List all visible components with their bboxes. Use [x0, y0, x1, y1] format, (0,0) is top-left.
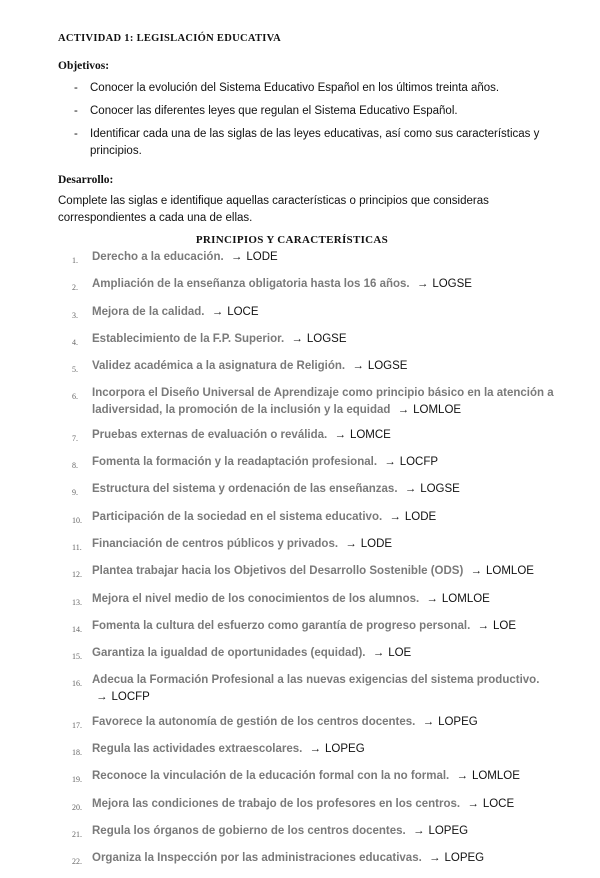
- principio-item: [72, 509, 572, 529]
- principio-content: [92, 249, 572, 269]
- law-acronym: LOE: [493, 619, 517, 632]
- principio-description: Mejora las condiciones de trabajo de los profesores en los centros.: [92, 797, 461, 810]
- principio-number: 19.: [72, 775, 82, 785]
- objetivo-item: [58, 103, 558, 120]
- principio-number: 11.: [72, 542, 82, 552]
- principio-description: Regula las actividades extraescolares.: [92, 743, 303, 756]
- principio-number: 4.: [72, 337, 78, 347]
- principio-content: [92, 454, 572, 474]
- bullet-dash: -: [74, 105, 78, 117]
- principio-description: Participación de la sociedad en el sistema educativo.: [92, 510, 383, 523]
- law-acronym: LOGSE: [306, 332, 347, 345]
- arrow-right-icon: →: [230, 251, 243, 263]
- principio-item: [72, 536, 572, 556]
- bullet-dash: -: [74, 128, 78, 140]
- principio-item: [72, 741, 572, 761]
- principio-number: 7.: [72, 433, 78, 443]
- principio-item: [72, 796, 572, 816]
- arrow-right-icon: →: [352, 360, 364, 373]
- principio-content: [92, 304, 572, 324]
- law-acronym: LOMCE: [349, 428, 391, 441]
- principio-number: 8.: [72, 461, 78, 471]
- objetivo-text: Identificar cada una de las siglas de las leyes educativas, así como sus características y principios.: [90, 128, 540, 157]
- principio-number: 16.: [72, 679, 82, 689]
- arrow-right-icon: →: [96, 691, 108, 704]
- principio-description: Fomenta la cultura del esfuerzo como garantía de progreso personal.: [92, 619, 471, 632]
- arrow-right-icon: →: [456, 770, 468, 783]
- principio-number: 3.: [72, 310, 78, 320]
- arrow-right-icon: →: [211, 305, 224, 318]
- law-acronym: LOPEG: [325, 743, 365, 756]
- principio-content: [92, 385, 572, 419]
- law-acronym: LOPEG: [444, 852, 485, 865]
- principio-item: [72, 714, 572, 734]
- law-acronym: LOGSE: [367, 360, 408, 373]
- law-acronym: LOMLOE: [441, 592, 490, 605]
- principio-number: 21.: [72, 829, 82, 839]
- principio-description: Reconoce la vinculación de la educación formal con la no formal.: [92, 770, 450, 783]
- principio-number: 18.: [72, 748, 82, 758]
- arrow-right-icon: →: [467, 797, 479, 810]
- principio-content: [92, 591, 572, 611]
- arrow-right-icon: →: [384, 456, 396, 469]
- arrow-right-icon: →: [429, 852, 441, 865]
- principio-content: [92, 481, 572, 501]
- principio-number: 2.: [72, 283, 78, 293]
- objetivos-heading: Objetivos:: [58, 60, 110, 72]
- principio-item: [72, 249, 572, 269]
- principio-item: [72, 481, 572, 501]
- principio-number: 15.: [72, 652, 82, 662]
- principio-item: [72, 358, 572, 378]
- principio-content: [92, 427, 572, 447]
- arrow-right-icon: →: [389, 510, 401, 523]
- principio-description: Favorece la autonomía de gestión de los centros docentes.: [92, 715, 416, 728]
- principio-content: [92, 536, 572, 556]
- arrow-right-icon: →: [372, 647, 385, 660]
- principio-number: 10.: [72, 515, 82, 525]
- principio-content: [92, 618, 572, 638]
- principio-item: [72, 672, 572, 706]
- principio-item: [72, 850, 572, 870]
- principio-number: 14.: [72, 624, 82, 634]
- objetivo-text: Conocer la evolución del Sistema Educativo Español en los últimos treinta años.: [90, 82, 500, 94]
- principio-content: [92, 331, 572, 351]
- principio-content: [92, 563, 572, 583]
- principio-description: Mejora el nivel medio de los conocimientos de los alumnos.: [92, 592, 420, 605]
- principio-content: [92, 768, 572, 788]
- principio-item: [72, 427, 572, 447]
- arrow-right-icon: →: [334, 428, 346, 441]
- desarrollo-heading: Desarrollo:: [58, 174, 114, 186]
- desarrollo-intro: Complete las siglas e identifique aquellas características o principios que consideras correspondientes a cada una de ellas.: [58, 195, 489, 224]
- principio-content: [92, 645, 572, 665]
- arrow-right-icon: →: [412, 824, 425, 837]
- law-acronym: LODE: [404, 510, 437, 523]
- law-acronym: LOCFP: [399, 456, 439, 469]
- principio-description: Adecua la Formación Profesional a las nuevas exigencias del sistema productivo.: [92, 674, 540, 687]
- arrow-right-icon: →: [309, 743, 322, 756]
- principio-content: [92, 850, 572, 870]
- law-acronym: LODE: [246, 251, 278, 263]
- principio-item: [72, 618, 572, 638]
- principio-content: [92, 741, 572, 761]
- bullet-dash: -: [74, 82, 78, 94]
- principio-description: Plantea trabajar hacia los Objetivos del Desarrollo Sostenible (ODS): [92, 565, 464, 578]
- law-acronym: LOMLOE: [413, 404, 462, 417]
- page-title: ACTIVIDAD 1: LEGISLACIÓN EDUCATIVA: [58, 33, 282, 44]
- principio-item: [72, 768, 572, 788]
- arrow-right-icon: →: [470, 565, 483, 578]
- arrow-right-icon: →: [397, 404, 410, 417]
- principio-description: Pruebas externas de evaluación o reválida.: [92, 428, 328, 441]
- law-acronym: LOMLOE: [486, 565, 534, 578]
- arrow-right-icon: →: [422, 715, 435, 728]
- principio-description: Fomenta la formación y la readaptación profesional.: [92, 456, 378, 469]
- principio-item: [72, 385, 572, 419]
- principio-content: [92, 672, 572, 706]
- principio-description: Mejora de la calidad.: [92, 305, 205, 318]
- principio-item: [72, 823, 572, 843]
- law-acronym: LOE: [388, 647, 412, 660]
- principio-description: Garantiza la igualdad de oportunidades (equidad).: [92, 647, 366, 660]
- principio-item: [72, 645, 572, 665]
- principio-item: [72, 331, 572, 351]
- principio-content: [92, 714, 572, 734]
- principio-number: 12.: [72, 570, 82, 580]
- law-acronym: LOCE: [227, 305, 259, 318]
- objetivo-item: [58, 126, 558, 160]
- principio-content: [92, 276, 572, 296]
- principio-content: [92, 358, 572, 378]
- principio-description: Organiza la Inspección por las administraciones educativas.: [92, 852, 422, 865]
- principio-item: [72, 276, 572, 296]
- arrow-right-icon: →: [291, 332, 303, 345]
- principios-list: [72, 249, 572, 878]
- principio-description: Derecho a la educación.: [92, 251, 224, 263]
- law-acronym: LOPEG: [428, 824, 469, 837]
- arrow-right-icon: →: [416, 278, 429, 291]
- arrow-right-icon: →: [426, 592, 438, 605]
- principio-item: [72, 563, 572, 583]
- principio-description: Financiación de centros públicos y privados.: [92, 537, 339, 550]
- principio-description: Incorpora el Diseño Universal de Aprendizaje como principio básico en la atención a ladiversidad, la promoción de la inclusión y la equidad: [92, 387, 554, 417]
- law-acronym: LOGSE: [420, 483, 460, 496]
- principio-item: [72, 304, 572, 324]
- principio-item: [72, 591, 572, 611]
- objetivo-text: Conocer las diferentes leyes que regulan el Sistema Educativo Español.: [90, 105, 458, 117]
- principio-number: 6.: [72, 392, 78, 402]
- principio-number: 20.: [72, 802, 82, 812]
- arrow-right-icon: →: [404, 483, 417, 496]
- principio-description: Regula los órganos de gobierno de los centros docentes.: [92, 824, 406, 837]
- law-acronym: LOMLOE: [471, 770, 520, 783]
- principio-description: Validez académica a la asignatura de Religión.: [92, 360, 346, 373]
- objetivos-list: [58, 80, 558, 166]
- principio-number: 5.: [72, 365, 78, 375]
- principio-number: 22.: [72, 857, 82, 867]
- principio-item: [72, 454, 572, 474]
- principios-heading: PRINCIPIOS Y CARACTERÍSTICAS: [195, 234, 389, 246]
- principio-number: 17.: [72, 720, 82, 730]
- law-acronym: LOCFP: [111, 691, 150, 704]
- principio-content: [92, 796, 572, 816]
- principio-description: Estructura del sistema y ordenación de las enseñanzas.: [92, 483, 398, 496]
- objetivo-item: [58, 80, 558, 97]
- law-acronym: LOCE: [482, 797, 515, 810]
- law-acronym: LOGSE: [432, 278, 472, 291]
- arrow-right-icon: →: [477, 619, 490, 632]
- principio-number: 1.: [72, 256, 78, 265]
- principio-description: Ampliación de la enseñanza obligatoria hasta los 16 años.: [92, 278, 410, 291]
- law-acronym: LOPEG: [438, 715, 478, 728]
- principio-content: [92, 509, 572, 529]
- principio-number: 13.: [72, 597, 82, 607]
- principio-content: [92, 823, 572, 843]
- principio-description: Establecimiento de la F.P. Superior.: [92, 332, 285, 345]
- principio-number: 9.: [72, 488, 78, 498]
- arrow-right-icon: →: [345, 537, 357, 550]
- law-acronym: LODE: [360, 537, 393, 550]
